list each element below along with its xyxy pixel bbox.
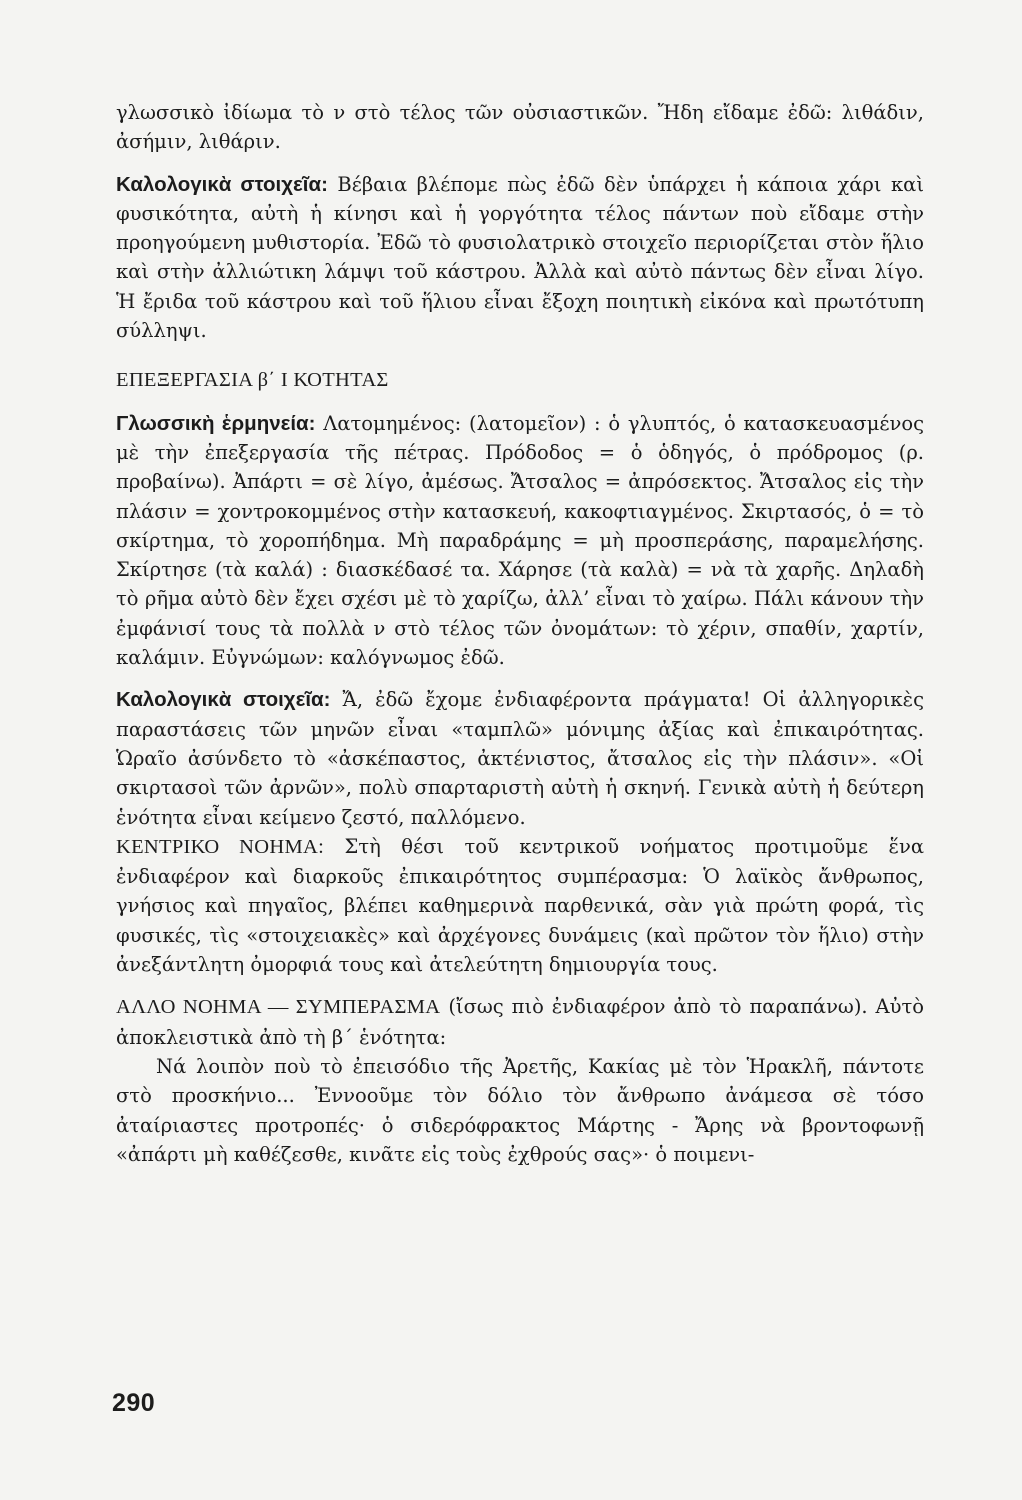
page-number: 290	[112, 1389, 156, 1417]
heading-glossary: Γλωσσικὴ ἑρμηνεία:	[116, 411, 316, 435]
paragraph-aesthetics-2	[116, 685, 924, 831]
paragraph-central-idea	[116, 832, 924, 979]
heading-central-idea: ΚΕΝΤΡΙΚΟ ΝΟΗΜΑ:	[116, 835, 325, 858]
paragraph-continuation: Νά λοιπὸν ποὺ τὸ ἐπεισόδιο τῆς Ἀρετῆς, Κακίας μὲ τὸν Ἡρακλῆ, πάντοτε στὸ προσκήνιο... Ἐννοοῦμε τὸν δόλιο τὸν ἄνθρωπο ἀνάμεσα σὲ τόσο ἀταίριαστες προτροπές· ὁ σιδερόφρακτος Μάρτης - Ἄρης νὰ βροντοφωνῇ «ἀπάρτι μὴ καθέζεσθε, κινᾶτε εἰς τοὺς ἐχθρούς σας»· ὁ ποιμενι-	[116, 1054, 924, 1166]
heading-aesthetics-2: Καλολογικὰ στοιχεῖα:	[116, 688, 331, 712]
paragraph-intro: γλωσσικὸ ἰδίωμα τὸ ν στὸ τέλος τῶν οὐσιαστικῶν. Ἤδη εἴδαμε ἐδῶ: λιθάδιν, ἀσήμιν, λιθάριν.	[116, 101, 924, 154]
paragraph-aesthetics-1	[116, 170, 924, 346]
paragraph-other-idea	[116, 992, 924, 1052]
heading-aesthetics-1: Καλολογικὰ στοιχεῖα:	[116, 172, 328, 196]
paragraph-glossary	[116, 409, 924, 673]
section-heading: ΕΠΕΞΕΡΓΑΣΙΑ β΄ Ι ΚΟΤΗΤΑΣ	[116, 369, 389, 392]
other-idea-body: (ἴσως πιὸ ἐνδιαφέρον ἀπὸ τὸ παραπάνω). Αὐτὸ ἀποκλειστικὰ ἀπὸ τὴ β΄ ἑνότητα:	[116, 995, 925, 1049]
central-idea-body: Στὴ θέσι τοῦ κεντρικοῦ νοήματος προτιμοῦμε ἕνα ἐνδιαφέρον καὶ διαρκοῦς ἐπικαιρότητος συμπέρασμα: Ὁ λαϊκὸς ἄνθρωπος, γνήσιος καὶ πηγαῖος, βλέπει καθημερινὰ παρθενικά, σὰν γιὰ πρώτη φορά, τὶς φυσικές, τὶς «στοιχειακὲς» καὶ ἀρχέγονες δυνάμεις (καὶ πρῶτον τὸν ἥλιο) στὴν ἀνεξάντλητη ὀμορφιά τους καὶ ἀτελεύτητη δημιουργία τους.	[116, 834, 924, 977]
aesthetics-2-body: Ἄ, ἐδῶ ἔχομε ἐνδιαφέροντα πράγματα! Οἱ ἀλληγορικὲς παραστάσεις τῶν μηνῶν εἶναι «ταμπλῶ» μόνιμης ἀξίας καὶ ἐπικαιρότητας. Ὡραῖο ἀσύνδετο τὸ «ἀσκέπαστος, ἀκτένιστος, ἄτσαλος εἰς τὴν πλάσιν». «Οἱ σκιρτασοὶ τῶν ἀρνῶν», πολὺ σπαρταριστὴ αὐτὴ ἡ σκηνή. Γενικὰ αὐτὴ ἡ δεύτερη ἑνότητα εἶναι κείμενο ζεστό, παλλόμενο.	[116, 688, 924, 829]
aesthetics-1-body: Βέβαια βλέπομε πὼς ἐδῶ δὲν ὑπάρχει ἡ κάποια χάρι καὶ φυσικότητα, αὐτὴ ἡ κίνησι καὶ ἡ γοργότητα τέλος πάντων ποὺ εἴδαμε στὴν προηγούμενη μυθιστορία. Ἐδῶ τὸ φυσιολατρικὸ στοιχεῖο περιορίζεται στὸν ἥλιο καὶ στὴν ἀλλιώτικη λάμψι τοῦ κάστρου. Ἀλλὰ καὶ αὐτὸ πάντως δὲν εἶναι λίγο. Ἡ ἔριδα τοῦ κάστρου καὶ τοῦ ἥλιου εἶναι ἔξοχη ποιητικὴ εἰκόνα καὶ πρωτότυπη σύλληψι.	[116, 172, 924, 343]
glossary-body: Λατομημένος: (λατομεῖον) : ὁ γλυπτός, ὁ κατασκευασμένος μὲ τὴν ἐπεξεργασία τῆς πέτρας. Πρόδοδος = ὁ ὁδηγός, ὁ πρόδρομος (ρ. προβαίνω). Ἀπάρτι = σὲ λίγο, ἀμέσως. Ἄτσαλος = ἀπρόσεκτος. Ἄτσαλος εἰς τὴν πλάσιν = χοντροκομμένος στὴν κατασκευή, κακοφτιαγμένος. Σκιρτασός, ὁ = τὸ σκίρτημα, τὸ χοροπήδημα. Μὴ παραδράμης = μὴ προσπεράσης, παραμελήσης. Σκίρτησε (τὰ καλά) : διασκέδασέ τα. Χάρησε (τὰ καλὰ) = νὰ τὰ χαρῆς. Δηλαδὴ τὸ ρῆμα αὐτὸ δὲν ἔχει σχέσι μὲ τὸ χαρίζω, ἀλλ’ εἶναι τὸ χαίρω. Πάλι κάνουν τὴν ἐμφάνισί τους τὰ πολλὰ ν στὸ τέλος τῶν ὀνομάτων: τὸ χέριν, σπαθίν, χαρτίν, καλάμιν. Εὐγνώμων: καλόγνωμος ἐδῶ.	[116, 411, 925, 670]
heading-other-idea: ΑΛΛΟ ΝΟΗΜΑ — ΣΥΜΠΕΡΑΣΜΑ	[116, 996, 441, 1019]
page-text	[116, 98, 924, 1169]
